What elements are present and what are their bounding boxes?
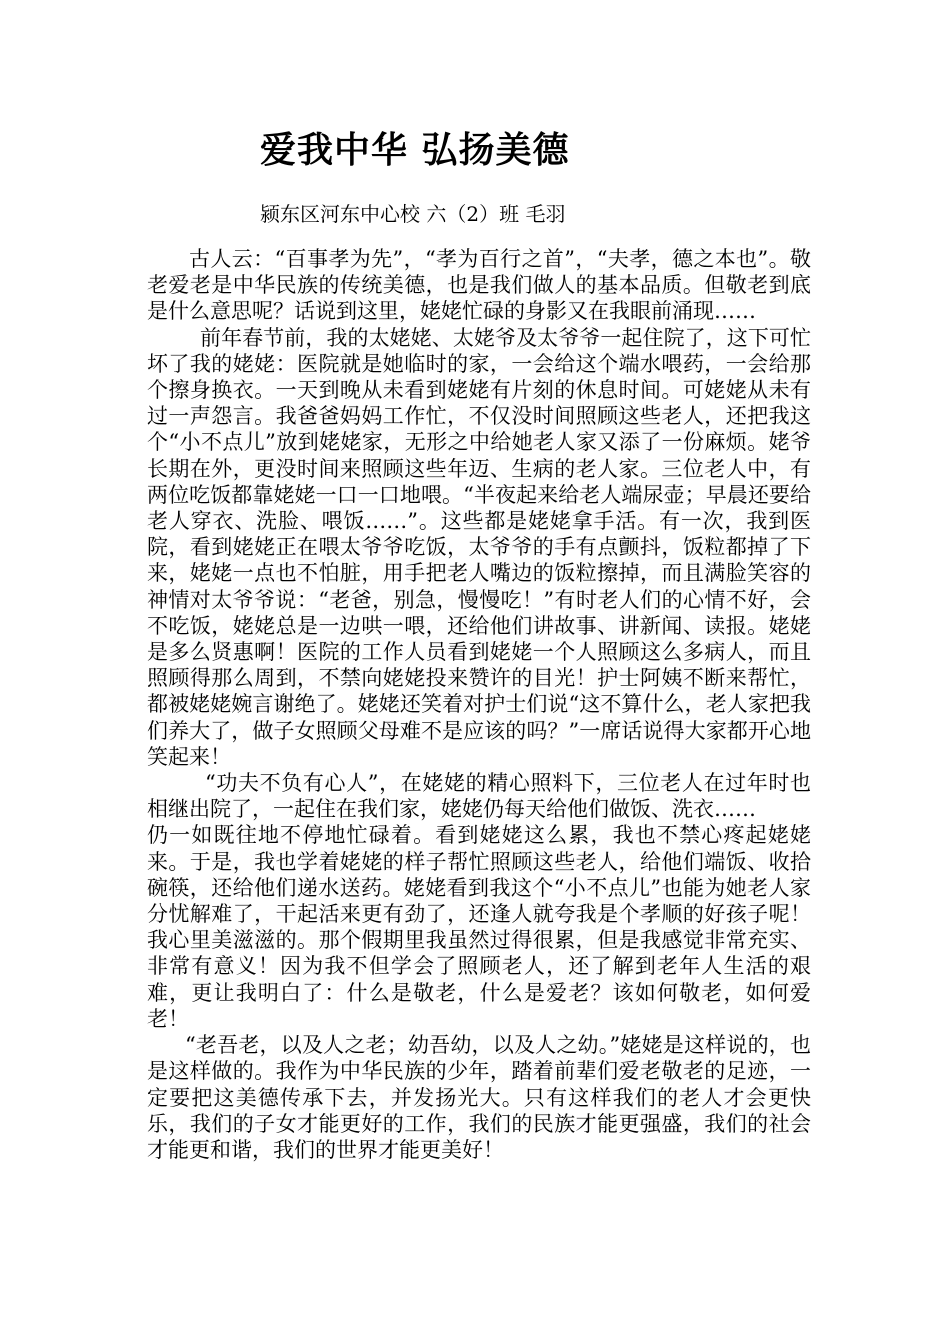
author-byline: 颍东区河东中心校 六（2）班 毛羽	[260, 202, 566, 226]
document-body	[147, 246, 811, 1163]
paragraph-3: “功夫不负有心人”，在姥姥的精心照料下，三位老人在过年时也相继出院了，一起住在我们家，姥姥仍每天给他们做饭、洗衣……	[147, 771, 811, 822]
paragraph-5: “老吾老，以及人之老；幼吾幼，以及人之幼。”姥姥是这样说的，也是这样做的。我作为中华民族的少年，踏着前辈们爱老敬老的足迹，一定要把这美德传承下去，并发扬光大。只有这样我们的老人才会更快乐，我们的子女才能更好的工作，我们的民族才能更强盛，我们的社会才能更和谐，我们的世界才能更美好！	[147, 1033, 811, 1162]
paragraph-4: 仍一如既往地不停地忙碌着。看到姥姥这么累，我也不禁心疼起姥姥来。于是，我也学着姥姥的样子帮忙照顾这些老人，给他们端饭、收拾碗筷，还给他们递水送药。姥姥看到我这个“小不点儿”也能为她老人家分忧解难了，干起活来更有劲了，还逢人就夸我是个孝顺的好孩子呢！我心里美滋滋的。那个假期里我虽然过得很累，但是我感觉非常充实、非常有意义！因为我不但学会了照顾老人，还了解到老年人生活的艰难，更让我明白了：什么是敬老，什么是爱老？该如何敬老，如何爱老！	[147, 823, 811, 1031]
paragraph-2: 前年春节前，我的太姥姥、太姥爷及太爷爷一起住院了，这下可忙坏了我的姥姥：医院就是她临时的家，一会给这个端水喂药，一会给那个擦身换衣。一天到晚从未看到姥姥有片刻的休息时间。可姥姥从未有过一声怨言。我爸爸妈妈工作忙，不仅没时间照顾这些老人，还把我这个“小不点儿”放到姥姥家，无形之中给她老人家又添了一份麻烦。姥爷长期在外，更没时间来照顾这些年迈、生病的老人家。三位老人中，有两位吃饭都靠姥姥一口一口地喂。“半夜起来给老人端尿壶；早晨还要给老人穿衣、洗脸、喂饭……”。这些都是姥姥拿手活。有一次，我到医院，看到姥姥正在喂太爷爷吃饭，太爷爷的手有点颤抖，饭粒都掉了下来，姥姥一点也不怕脏，用手把老人嘴边的饭粒擦掉，而且满脸笑容的神情对太爷爷说：“老爸，别急，慢慢吃！”有时老人们的心情不好，会不吃饭，姥姥总是一边哄一喂，还给他们讲故事、讲新闻、读报。姥姥是多么贤惠啊！医院的工作人员看到姥姥一个人照顾这么多病人，而且照顾得那么周到，不禁向姥姥投来赞许的目光！护士阿姨不断来帮忙，都被姥姥婉言谢绝了。姥姥还笑着对护士们说“这不算什么，老人家把我们养大了，做子女照顾父母难不是应该的吗？”一席话说得大家都开心地笑起来！	[147, 325, 811, 769]
document-title: 爱我中华 弘扬美德	[260, 129, 570, 171]
paragraph-1: 古人云：“百事孝为先”，“孝为百行之首”，“夫孝，德之本也”。敬老爱老是中华民族的传统美德，也是我们做人的基本品质。但敬老到底是什么意思呢？话说到这里，姥姥忙碌的身影又在我眼前涌现……	[147, 247, 811, 324]
